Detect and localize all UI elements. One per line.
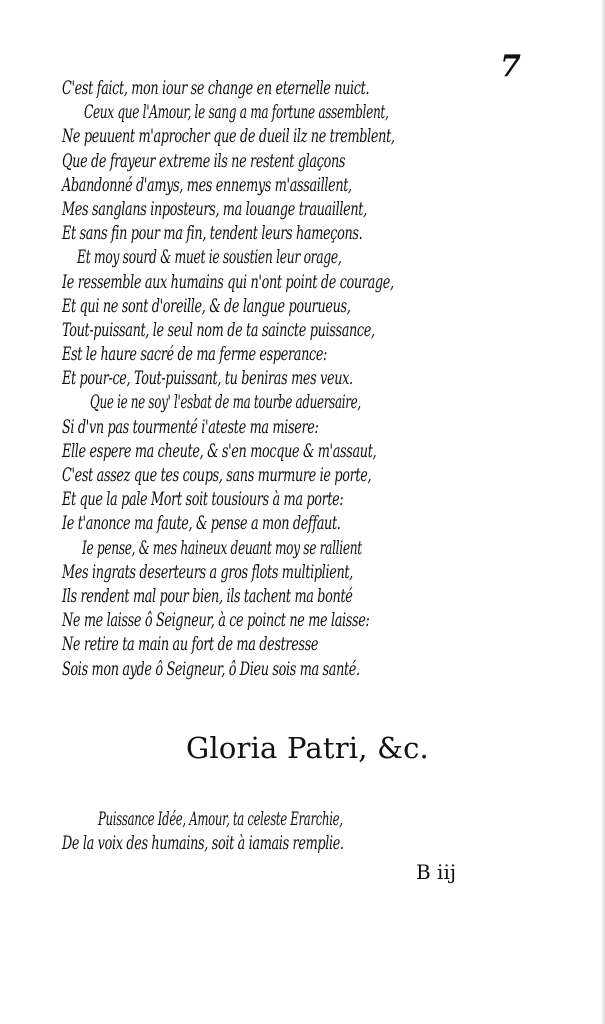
- verse-line: Abandonné d'amys, mes ennemys m'assaillent,: [62, 173, 352, 196]
- verse-line: C'est assez que tes coups, sans murmure ie porte,: [62, 464, 372, 486]
- verse-line: Et moy sourd & muet ie soustien leur orage,: [77, 246, 342, 269]
- doxology-line: De la voix des humains, soit à iamais remplie.: [62, 832, 344, 855]
- section-heading: Gloria Patri, &c.: [186, 731, 429, 765]
- verse-line: Ils rendent mal pour bien, ils tachent ma bonté: [62, 584, 353, 607]
- page-number: 7: [500, 49, 521, 84]
- verse-line: Que ie ne soy' l'esbat de ma tourbe aduersaire,: [90, 391, 361, 414]
- verse-line: Ie ressemble aux humains qui n'ont point de courage,: [62, 270, 394, 293]
- verse-line: Est le haure sacré de ma ferme esperance:: [62, 343, 328, 366]
- verse-line: Et que la pale Mort soit tousiours à ma porte:: [62, 488, 344, 511]
- verse-line: Elle espere ma cheute, & s'en mocque & m'assaut,: [62, 439, 377, 462]
- signature-mark: B iij: [416, 860, 457, 884]
- verse-line: Et pour-ce, Tout-puissant, tu beniras mes veux.: [62, 367, 353, 390]
- verse-line: Si d'vn pas tourmenté i'ateste ma misere:: [62, 415, 319, 438]
- verse-line: Que de frayeur extreme ils ne restent glaçons: [62, 149, 346, 172]
- doxology-verse: [0, 807, 605, 855]
- verse-line: Ie pense, & mes haineux deuant moy se rallient: [82, 536, 362, 559]
- verse-line: Ceux que l'Amour, le sang a ma fortune assemblent,: [84, 101, 389, 124]
- verse-line: Mes ingrats deserteurs a gros flots multiplient,: [62, 560, 353, 583]
- verse-line: Sois mon ayde ô Seigneur, ô Dieu sois ma santé.: [62, 657, 360, 680]
- verse-line: C'est faict, mon iour se change en eternelle nuict.: [62, 77, 370, 99]
- doxology-line: Puissance Idée, Amour, ta celeste Erarchie,: [98, 808, 343, 830]
- verse-line: Ne peuuent m'aprocher que de dueil ilz ne tremblent,: [62, 125, 395, 148]
- psalm-verse: [0, 76, 605, 681]
- page-edge-shadow: [601, 0, 605, 1024]
- verse-line: Ne me laisse ô Seigneur, à ce poinct ne me laisse:: [62, 609, 370, 632]
- verse-line: Ie t'anonce ma faute, & pense a mon deffaut.: [62, 512, 341, 535]
- verse-line: Mes sanglans inposteurs, ma louange trauaillent,: [62, 197, 367, 220]
- verse-line: Et qui ne sont d'oreille, & de langue pourueus,: [62, 294, 351, 317]
- verse-line: Tout-puissant, le seul nom de ta saincte puissance,: [62, 318, 375, 341]
- verse-line: Ne retire ta main au fort de ma destresse: [62, 633, 319, 656]
- verse-line: Et sans fin pour ma fin, tendent leurs hameçons.: [62, 222, 363, 245]
